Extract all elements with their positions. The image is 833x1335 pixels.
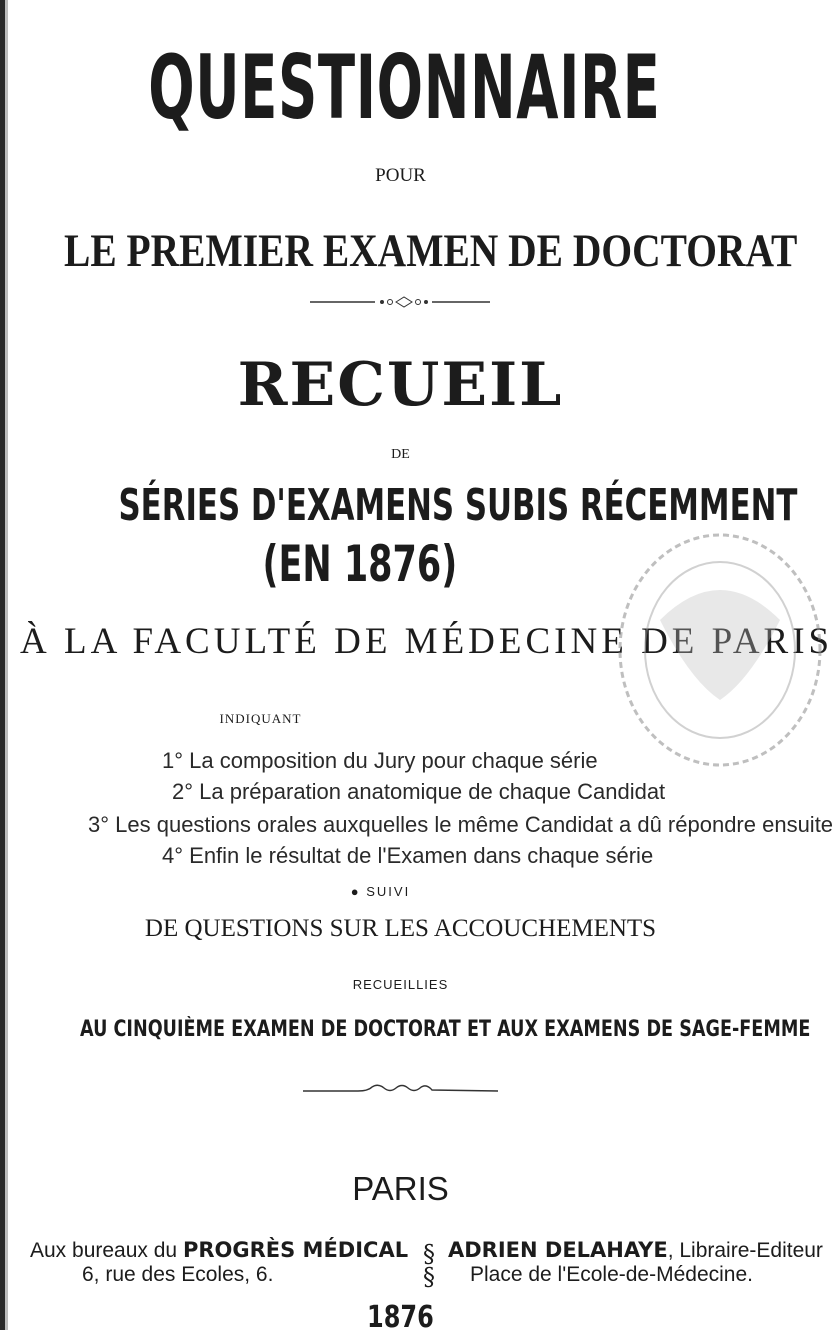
de-label: DE [391, 447, 410, 462]
list-item: 3° Les questions orales auxquelles le même Candidat a dû répondre ensuite [88, 812, 833, 837]
list-item: 1° La composition du Jury pour chaque série [162, 748, 598, 773]
publisher-right-address: Place de l'Ecole-de-Médecine. [470, 1263, 753, 1286]
brace-icon: § [423, 1240, 435, 1268]
series-heading: SÉRIES D'EXAMENS SUBIS RÉCEMMENT [118, 480, 798, 531]
exam-subject: LE PREMIER EXAMEN DE DOCTORAT [64, 225, 798, 277]
publication-year: 1876 [367, 1300, 434, 1335]
recueillies-label: RECUEILLIES [352, 977, 449, 992]
questions-title: DE QUESTIONS SUR LES ACCOUCHEMENTS [144, 915, 657, 942]
binding-shadow [5, 0, 8, 1330]
library-stamp-icon [600, 500, 830, 800]
city-label: PARIS [352, 1170, 449, 1207]
publisher-left-line [30, 1238, 408, 1263]
pour-label: POUR [375, 165, 426, 186]
flourish-divider-icon [298, 1082, 503, 1096]
brace-icon: § [423, 1263, 435, 1291]
ornament-divider-icon [300, 296, 500, 308]
publisher-left-name: PROGRÈS MÉDICAL [182, 1238, 409, 1262]
list-item: 2° La préparation anatomique de chaque Candidat [172, 779, 666, 804]
publisher-left-address: 6, rue des Ecoles, 6. [82, 1263, 274, 1286]
main-title: QUESTIONNAIRE [148, 36, 661, 139]
faculty-line: À LA FACULTÉ DE MÉDECINE DE PARIS [20, 621, 833, 662]
year-parenthetical: (EN 1876) [262, 535, 458, 593]
publisher-right-line [448, 1238, 823, 1263]
publisher-right-name: ADRIEN DELAHAYE [448, 1238, 668, 1262]
list-item: 4° Enfin le résultat de l'Examen dans chaque série [162, 843, 654, 868]
publisher-left-prefix: Aux bureaux du [30, 1239, 178, 1262]
recueil-title: RECUEIL [237, 350, 564, 420]
suivi-label: ● SUIVI [350, 884, 411, 899]
indiquant-label: INDIQUANT [219, 711, 302, 726]
cinquieme-line: AU CINQUIÈME EXAMEN DE DOCTORAT ET AUX EXAMENS DE SAGE-FEMME [80, 1017, 811, 1042]
publisher-right-suffix: , Libraire-Editeur [667, 1239, 823, 1262]
suivi-text: SUIVI [366, 884, 411, 899]
